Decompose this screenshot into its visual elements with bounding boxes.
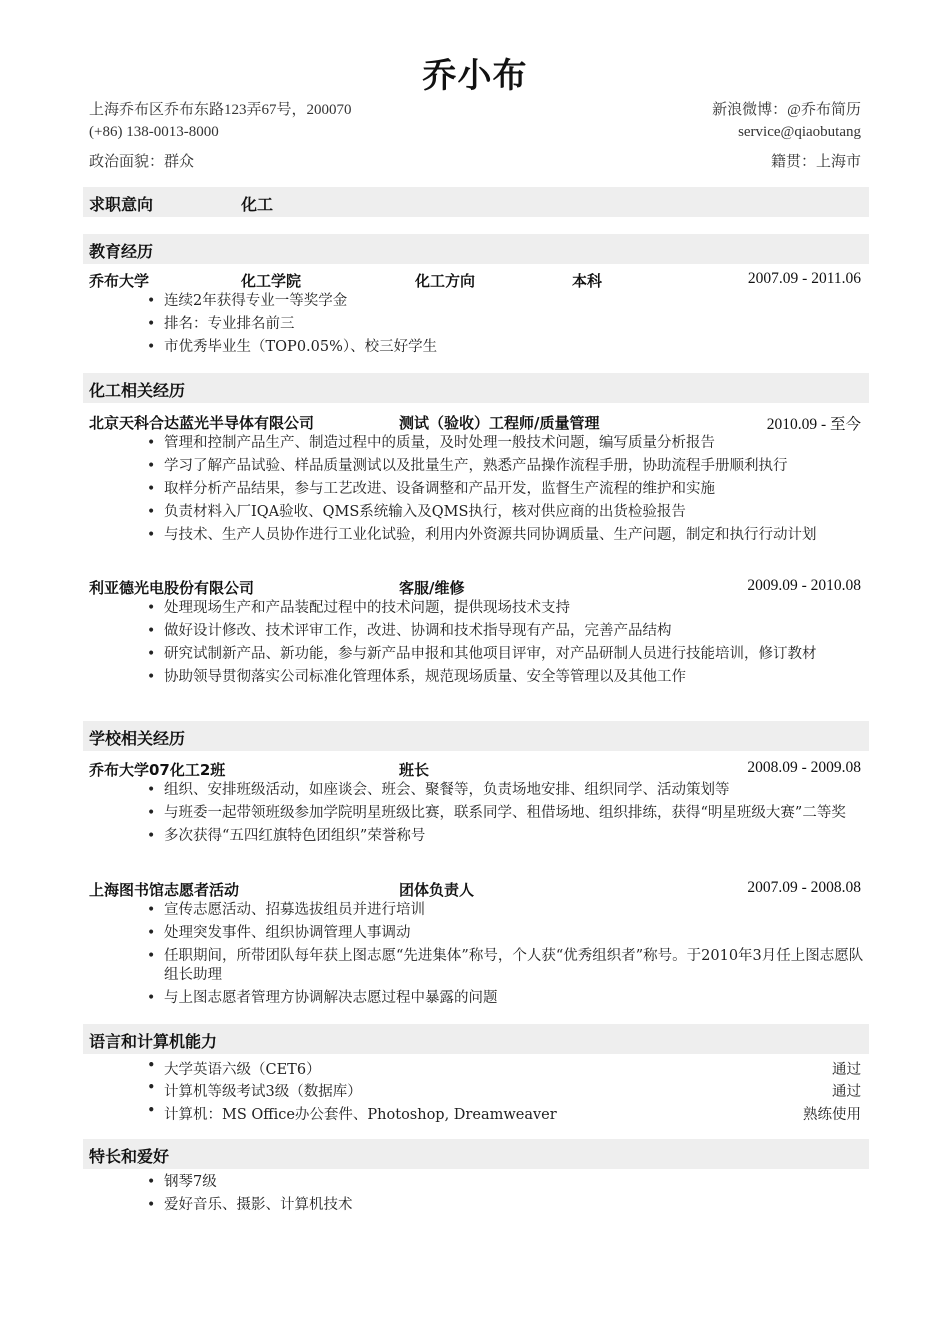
- skill-level: 通过: [832, 1084, 861, 1100]
- college-name: 化工学院: [241, 272, 302, 290]
- section-title: 化工相关经历: [89, 381, 186, 400]
- list-item: • 宣传志愿活动、招募选拔组员并进行培训: [147, 901, 867, 920]
- list-item: • 与班委一起带领班级参加学院明星班级比赛，联系同学、租借场地、组织排练，获得“明星班级大赛”二等奖: [147, 804, 867, 823]
- job-bullets: [147, 599, 867, 691]
- section-skills: [83, 1024, 869, 1054]
- skill-name: 计算机等级考试3级（数据库）: [164, 1084, 362, 1100]
- section-hobbies: [83, 1139, 869, 1169]
- date-range: 2010.09 - 至今: [766, 416, 861, 433]
- company-name: 利亚德光电股份有限公司: [89, 579, 255, 597]
- contact-row-3: [89, 150, 861, 172]
- contact-row-1: [89, 98, 861, 120]
- org-name: 上海图书馆志愿者活动: [89, 881, 240, 899]
- hobby-bullets: [147, 1173, 867, 1219]
- politics: 政治面貌：群众: [89, 154, 195, 170]
- section-title: 语言和计算机能力: [89, 1032, 218, 1051]
- section-title: 教育经历: [89, 242, 154, 261]
- list-item: • 与上图志愿者管理方协调解决志愿过程中暴露的问题: [147, 989, 867, 1008]
- skill-level: 熟练使用: [803, 1107, 861, 1123]
- date-range: 2008.09 - 2009.08: [747, 759, 861, 776]
- date-range: 2007.09 - 2011.06: [747, 270, 861, 287]
- section-title: 求职意向: [89, 195, 154, 214]
- list-item: • 连续2年获得专业一等奖学金: [147, 292, 867, 311]
- list-item: • 负责材料入厂IQA验收、QMS系统输入及QMS执行，核对供应商的出货检验报告: [147, 503, 867, 522]
- section-school: [83, 721, 869, 751]
- school-entry: [89, 759, 861, 781]
- list-item: • 组织、安排班级活动，如座谈会、班会、聚餐等，负责场地安排、组织同学、活动策划等: [147, 781, 867, 800]
- list-item: • 市优秀毕业生（TOP0.05%）、校三好学生: [147, 338, 867, 357]
- org-role: 班长: [399, 761, 430, 779]
- org-name: 乔布大学07化工2班: [89, 761, 226, 779]
- skill-name: 计算机：MS Office办公套件、Photoshop, Dreamweaver: [164, 1107, 557, 1123]
- phone: (+86) 138-0013-8000: [89, 124, 219, 140]
- intent-value: 化工: [241, 195, 274, 214]
- weibo: 新浪微博：@乔布简历: [712, 102, 861, 118]
- section-work: [83, 373, 869, 403]
- job-entry: [89, 412, 861, 434]
- education-bullets: [147, 292, 867, 361]
- list-item: • 做好设计修改、技术评审工作，改进、协调和技术指导现有产品，完善产品结构: [147, 622, 867, 641]
- list-item: • 排名：专业排名前三: [147, 315, 867, 334]
- list-item: • 多次获得“五四红旗特色团组织”荣誉称号: [147, 827, 867, 846]
- org-role: 团体负责人: [399, 881, 475, 899]
- school-entry: [89, 879, 861, 901]
- skill-row: • 大学英语六级（CET6） 通过: [147, 1058, 861, 1078]
- skill-level: 通过: [832, 1062, 861, 1078]
- address: 上海乔布区乔布东路123弄67号，200070: [89, 102, 352, 118]
- email: service@qiaobutang: [738, 124, 861, 140]
- resume-name: 乔小布: [422, 56, 528, 96]
- list-item: • 学习了解产品试验、样品质量测试以及批量生产，熟悉产品操作流程手册，协助流程手册顺利执行: [147, 457, 867, 476]
- section-education: [83, 234, 869, 264]
- list-item: • 爱好音乐、摄影、计算机技术: [147, 1196, 867, 1215]
- section-title: 特长和爱好: [89, 1147, 170, 1166]
- list-item: • 任职期间，所带团队每年获上图志愿“先进集体”称号，个人获“优秀组织者”称号。于2010年3月任上图志愿队组长助理: [147, 947, 867, 985]
- list-item: • 管理和控制产品生产、制造过程中的质量，及时处理一般技术问题，编写质量分析报告: [147, 434, 867, 453]
- school-bullets: [147, 901, 867, 1012]
- section-intent: [83, 187, 869, 217]
- date-range: 2007.09 - 2008.08: [747, 879, 861, 896]
- list-item: • 协助领导贯彻落实公司标准化管理体系，规范现场质量、安全等管理以及其他工作: [147, 668, 867, 687]
- list-item: • 与技术、生产人员协作进行工业化试验，利用内外资源共同协调质量、生产问题，制定和执行行动计划: [147, 526, 867, 545]
- job-role: 测试（验收）工程师/质量管理: [399, 414, 600, 432]
- contact-row-2: [89, 124, 861, 146]
- skill-row: • 计算机等级考试3级（数据库） 通过: [147, 1080, 861, 1100]
- section-title: 学校相关经历: [89, 729, 186, 748]
- hometown: 籍贯：上海市: [770, 154, 861, 170]
- school-name: 乔布大学: [89, 272, 150, 290]
- list-item: • 处理突发事件、组织协调管理人事调动: [147, 924, 867, 943]
- major-name: 化工方向: [415, 272, 476, 290]
- education-entry: [89, 270, 861, 292]
- date-range: 2009.09 - 2010.08: [747, 577, 861, 594]
- company-name: 北京天科合达蓝光半导体有限公司: [89, 414, 315, 432]
- school-bullets: [147, 781, 867, 850]
- skill-row: • 计算机：MS Office办公套件、Photoshop, Dreamweaver 熟练使用: [147, 1103, 861, 1123]
- skill-name: 大学英语六级（CET6）: [164, 1062, 321, 1078]
- list-item: • 研究试制新产品、新功能，参与新产品申报和其他项目评审，对产品研制人员进行技能培训，修订教材: [147, 645, 867, 664]
- list-item: • 取样分析产品结果，参与工艺改进、设备调整和产品开发，监督生产流程的维护和实施: [147, 480, 867, 499]
- job-bullets: [147, 434, 867, 549]
- job-entry: [89, 577, 861, 599]
- list-item: • 钢琴7级: [147, 1173, 867, 1192]
- job-role: 客服/维修: [399, 579, 465, 597]
- list-item: • 处理现场生产和产品装配过程中的技术问题，提供现场技术支持: [147, 599, 867, 618]
- degree: 本科: [572, 272, 603, 290]
